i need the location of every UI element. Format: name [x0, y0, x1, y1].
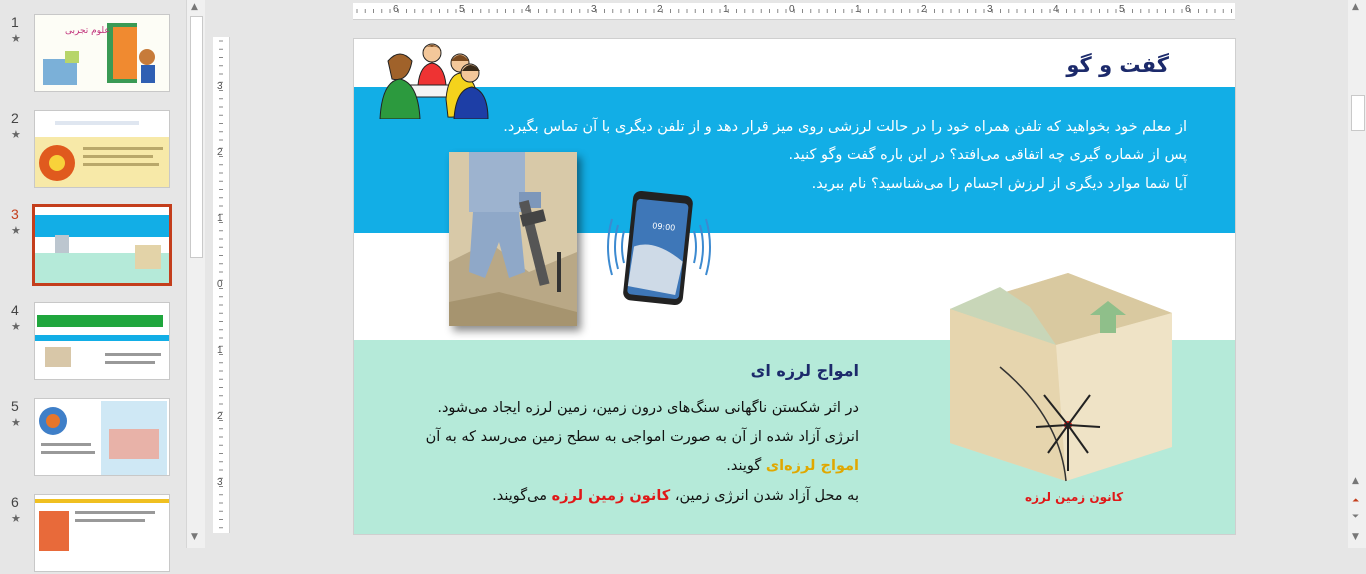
seismic-waves-heading[interactable]: امواج لرزه ای [750, 361, 859, 380]
ruler-label: 1 [217, 213, 223, 224]
discussion-people-illustration [378, 39, 490, 119]
ruler-label: 3 [987, 4, 993, 15]
ruler-label: 1 [217, 345, 223, 356]
ruler-label: 1 [723, 4, 729, 15]
thumbnail-image[interactable] [34, 302, 170, 380]
thumbnail-image[interactable] [34, 110, 170, 188]
earthquake-focus-caption[interactable]: کانون زمین لرزه [1025, 490, 1124, 504]
next-slide-icon[interactable]: ⏷ [1352, 512, 1360, 522]
slide-6-preview [35, 495, 169, 571]
waves-text-line-4[interactable] [492, 488, 859, 504]
waves-text-line-3[interactable] [726, 458, 859, 474]
scroll-down-icon[interactable]: ▼ [1352, 532, 1359, 542]
slide-number: 5 [11, 398, 19, 414]
instruction-line-1[interactable]: از معلم خود بخواهید که تلفن همراه خود را در حالت لرزشی روی میز قرار دهد و از تلفن دیگری با آن تماس بگیرد. [503, 119, 1187, 135]
thumbnail-image[interactable] [34, 494, 170, 572]
animation-star-icon: ★ [11, 224, 21, 237]
slide-title[interactable]: گفت و گو [1066, 53, 1169, 77]
thumbnail-slide-5[interactable] [0, 398, 186, 478]
seismic-waves-term: امواج لرزه‌ای [765, 458, 859, 474]
focus-term: کانون زمین لرزه [551, 488, 671, 504]
vibrating-phone-image[interactable] [604, 189, 714, 307]
scroll-up-icon[interactable]: ▲ [191, 2, 198, 12]
ruler-label: 4 [1053, 4, 1059, 15]
phone-clock: 09:00 [651, 221, 676, 233]
animation-star-icon: ★ [11, 32, 21, 45]
scrollbar-thumb[interactable] [190, 16, 203, 258]
animation-star-icon: ★ [11, 320, 21, 333]
ruler-label: 2 [921, 4, 927, 15]
waves-text-line-1[interactable]: در اثر شکستن ناگهانی سنگ‌های درون زمین، زمین لرزه ایجاد می‌شود. [437, 400, 859, 416]
slide-1-title: علوم تجربی [65, 26, 110, 36]
scroll-down-icon[interactable]: ▼ [191, 532, 198, 542]
slide-thumbnail-pane [0, 0, 186, 548]
animation-star-icon: ★ [11, 416, 21, 429]
slide-number: 4 [11, 302, 19, 318]
jackhammer-photo[interactable] [449, 152, 577, 326]
ruler-label: 3 [217, 81, 223, 92]
slide-number: 3 [11, 206, 19, 222]
ruler-label: 0 [217, 279, 223, 290]
thumbnail-image[interactable] [34, 14, 170, 92]
ruler-label: 0 [789, 4, 795, 15]
thumbnail-slide-1[interactable] [0, 14, 186, 94]
slide-scrollbar[interactable] [1348, 0, 1366, 548]
ruler-label: 4 [525, 4, 531, 15]
instruction-line-2[interactable]: پس از شماره گیری چه اتفاقی می‌افتد؟ در این باره گفت وگو کنید. [788, 147, 1187, 163]
ruler-label: 1 [855, 4, 861, 15]
waves-text-line-2[interactable]: انرژی آزاد شده از آن به صورت امواجی به سطح زمین می‌رسد که به آن [425, 429, 859, 445]
slide-number: 1 [11, 14, 19, 30]
slide-4-preview [35, 303, 169, 379]
scrollbar-thumb[interactable] [1351, 95, 1365, 131]
thumbnail-slide-6[interactable] [0, 494, 186, 574]
ruler-label: 2 [657, 4, 663, 15]
thumbnail-scrollbar[interactable] [186, 0, 205, 548]
instruction-line-3[interactable]: آیا شما موارد دیگری از لرزش اجسام را می‌شناسید؟ نام ببرید. [811, 176, 1187, 192]
previous-slide-icon[interactable]: ⏶ [1352, 496, 1360, 506]
thumbnail-image[interactable] [34, 398, 170, 476]
ruler-label: 6 [1185, 4, 1191, 15]
horizontal-ruler[interactable] [353, 3, 1235, 20]
thumbnail-slide-2[interactable] [0, 110, 186, 190]
thumbnail-image-selected[interactable] [32, 204, 172, 286]
vertical-ruler[interactable] [213, 37, 230, 533]
scroll-up-icon[interactable]: ▲ [1352, 2, 1359, 12]
earthquake-focus-diagram[interactable] [940, 267, 1180, 487]
scroll-up-icon[interactable]: ▲ [1352, 476, 1359, 486]
slide-2-preview [35, 111, 169, 187]
ruler-label: 2 [217, 147, 223, 158]
ruler-label: 3 [217, 477, 223, 488]
slide-3-preview [35, 207, 169, 283]
ruler-label: 5 [1119, 4, 1125, 15]
animation-star-icon: ★ [11, 128, 21, 141]
ruler-label: 3 [591, 4, 597, 15]
slide-1-preview [35, 15, 169, 91]
thumbnail-slide-3[interactable] [0, 206, 186, 286]
ruler-label: 2 [217, 411, 223, 422]
slide-canvas[interactable] [353, 38, 1236, 535]
thumbnail-slide-4[interactable] [0, 302, 186, 382]
slide-5-preview [35, 399, 169, 475]
slide-number: 2 [11, 110, 19, 126]
ruler-label: 6 [393, 4, 399, 15]
slide-number: 6 [11, 494, 19, 510]
animation-star-icon: ★ [11, 512, 21, 525]
waves-text-line-4-start: به محل آزاد شدن انرژی زمین، [670, 488, 859, 504]
ruler-label: 5 [459, 4, 465, 15]
waves-text-line-4-end: می‌گویند. [492, 488, 552, 504]
waves-text-line-3-rest: گویند. [726, 458, 766, 474]
